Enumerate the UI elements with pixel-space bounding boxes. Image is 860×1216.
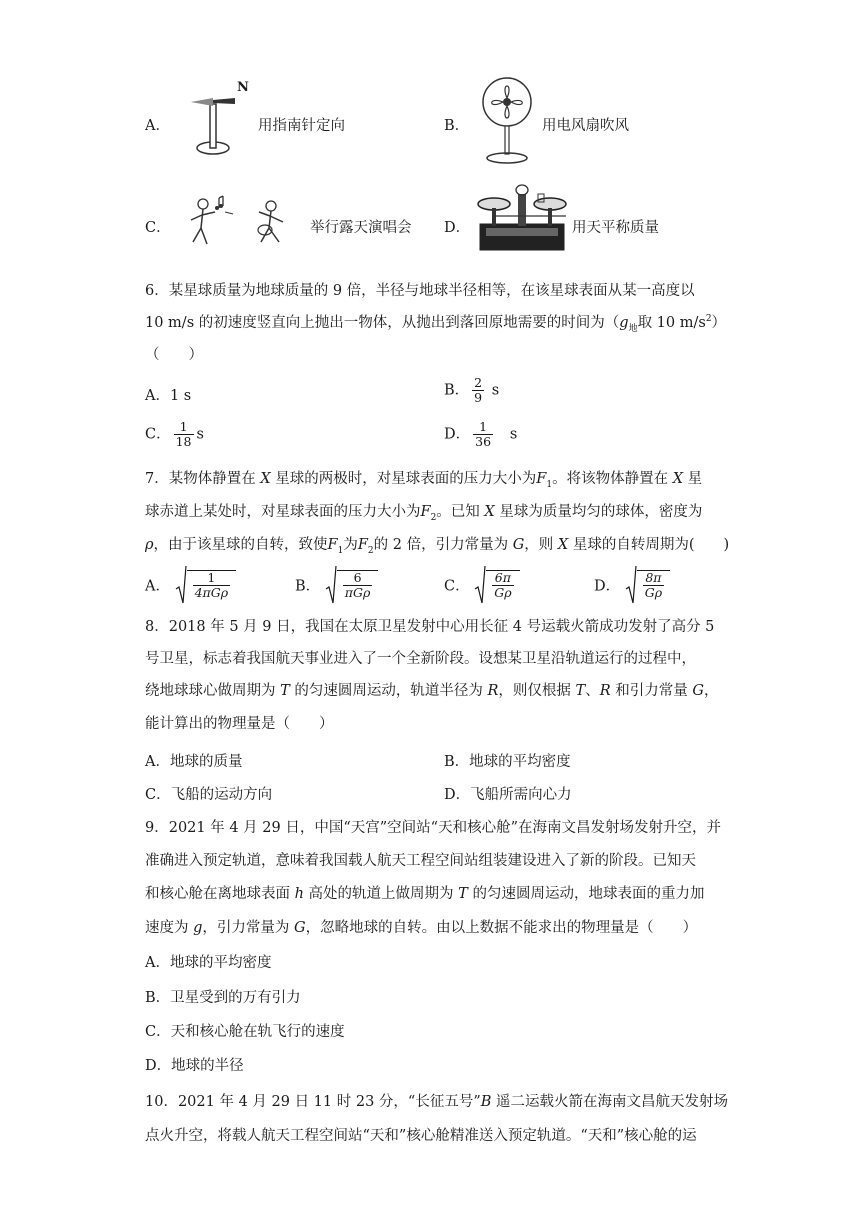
option-c-text: 举行露天演唱会	[310, 220, 412, 236]
q8-option-c: C．飞船的运动方向	[145, 787, 273, 803]
q7-option-b: B． $\frac{6}{\text{πGρ}}$	[295, 565, 378, 605]
q6-option-b: B． $\frac{2}{9}$ s	[444, 375, 500, 405]
q8-option-b: B．地球的平均密度	[444, 754, 571, 770]
option-c-letter: C．	[145, 220, 171, 236]
q9-option-a: A．地球的平均密度	[145, 955, 272, 971]
q7-line1: 7．某物体静置在 X 星球的两极时，对星球表面的压力大小为$F_1$。将该物体静置在 X 星	[145, 471, 703, 490]
electric-fan-illustration	[478, 74, 536, 166]
q7-option-c: C． $\frac{6\pi}{G\rho}$	[444, 565, 520, 605]
q8-line2: 号卫星，标志着我国航天事业进入了一个全新阶段。设想某卫星沿轨道运行的过程中，	[145, 651, 696, 667]
q10-line2: 点火升空，将载人航天工程空间站“天和”核心舱精准送入预定轨道。“天和”核心舱的运	[145, 1128, 697, 1144]
q9-option-b: B．卫星受到的万有引力	[145, 990, 301, 1006]
q6-line1: 6．某星球质量为地球质量的 9 倍，半径与地球半径相等，在该星球表面从某一高度以	[145, 283, 695, 299]
q8-option-d: D．飞船所需向心力	[444, 787, 572, 803]
option-d-letter: D．	[444, 220, 471, 236]
q7-option-a: A． $\frac{1}{\text{4πGρ}}$	[145, 565, 236, 605]
q6-option-a: A．1 s	[145, 388, 192, 404]
q7-line3: ρ，由于该星球的自转，致使$F_1$为$F_2$的 2 倍，引力常量为 G，则 X 星球的自转周期为( )	[145, 537, 730, 556]
option-b-text: 用电风扇吹风	[542, 118, 629, 134]
q8-line3: 绕地球球心做周期为 T 的匀速圆周运动，轨道半径为 R，则仅根据 T、R 和引力常量 G，	[145, 683, 719, 699]
q9-option-d: D．地球的半径	[145, 1058, 244, 1074]
q9-line1: 9．2021 年 4 月 29 日，中国“天宫”空间站“天和核心舱”在海南文昌发射场发射升空，并	[145, 820, 721, 836]
compass-north-label: N	[237, 80, 249, 95]
concert-illustration	[185, 190, 295, 250]
balance-scale-illustration	[474, 180, 570, 256]
q8-option-a: A．地球的质量	[145, 754, 243, 770]
q9-line2: 准确进入预定轨道，意味着我国载人航天工程空间站组装建设进入了新的阶段。已知天	[145, 853, 696, 869]
q6-option-c: C． $\frac{1}{18}$ s	[145, 419, 204, 449]
option-b-letter: B．	[444, 118, 470, 134]
q9-option-c: C．天和核心舱在轨飞行的速度	[145, 1024, 345, 1040]
option-a-letter: A．	[145, 118, 170, 134]
q7-option-d: D． $\frac{8\pi}{G\rho}$	[594, 565, 670, 605]
q6-line3: （ ）	[145, 347, 203, 363]
q8-line1: 8．2018 年 5 月 9 日，我国在太原卫星发射中心用长征 4 号运载火箭成功发射了高分 5	[145, 619, 715, 635]
q10-line1: 10．2021 年 4 月 29 日 11 时 23 分，“长征五号”B 遥二运载火箭在海南文昌航天发射场	[145, 1094, 729, 1110]
option-d-text: 用天平称质量	[572, 220, 659, 236]
q8-line4: 能计算出的物理量是（ ）	[145, 716, 334, 732]
q7-line2: 球赤道上某处时，对星球表面的压力大小为$F_2$。已知 X 星球为质量均匀的球体，密度为	[145, 504, 703, 523]
q6-option-d: D． $\frac{1}{36}$ s	[444, 419, 518, 449]
q9-line3: 和核心舱在离地球表面 h 高处的轨道上做周期为 T 的匀速圆周运动，地球表面的重力加	[145, 886, 705, 902]
q9-line4: 速度为 g，引力常量为 G，忽略地球的自转。由以上数据不能求出的物理量是（ ）	[145, 920, 698, 936]
q6-line2: 10 m/s 的初速度竖直向上抛出一物体，从抛出到落回原地需要的时间为（$g_地$取 10 $m/s^2$）	[145, 314, 727, 334]
option-a-text: 用指南针定向	[258, 118, 345, 134]
